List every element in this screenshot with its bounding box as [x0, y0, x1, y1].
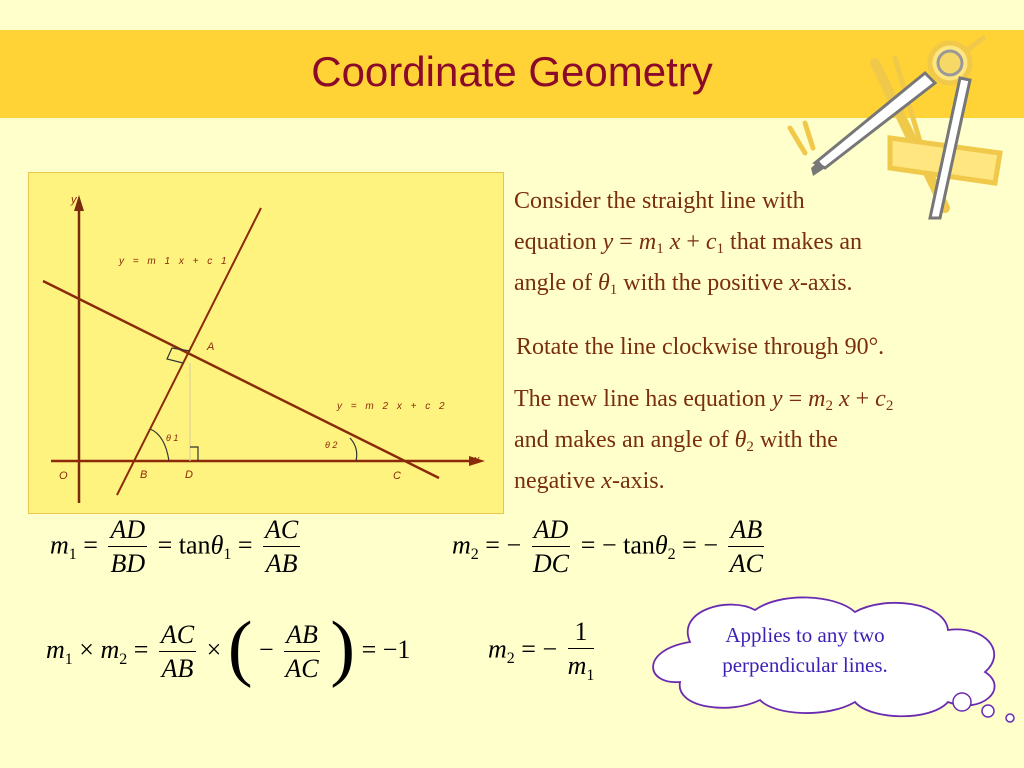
eq3-num-2: AB: [284, 619, 320, 652]
eq3-times-2: ×: [206, 634, 222, 664]
point-a-label: A: [207, 341, 215, 353]
eq2-den-2: AC: [729, 549, 763, 578]
eq1-theta: θ: [210, 530, 224, 560]
eq1-den-2: AB: [265, 549, 298, 578]
line2-equation: y = m 2 x + c 2: [337, 401, 448, 412]
p1-theta-sub: 1: [609, 282, 618, 298]
eq2-equals-3: = −: [682, 530, 718, 560]
eq2-m-sub: 2: [470, 546, 479, 564]
eq1-num-1: AD: [108, 514, 147, 547]
eq3-m2-sub: 2: [119, 650, 128, 668]
paragraph-1: [514, 181, 1014, 304]
eq1-theta-sub: 1: [223, 546, 232, 564]
eq2-theta-sub: 2: [667, 546, 676, 564]
eq3-fraction-2: [284, 619, 320, 686]
p1-theta: θ: [597, 270, 610, 296]
theta2-label: θ 2: [325, 440, 338, 450]
eq3-equals: =: [133, 634, 149, 664]
y-axis-label: y: [71, 194, 77, 206]
eq4-m-sub: 2: [506, 650, 515, 668]
eq4-den: [568, 649, 595, 687]
p3-intro: The new line has equation: [514, 386, 766, 412]
eq3-minus: −: [258, 634, 274, 664]
equation-m1: [50, 514, 304, 581]
equation-m2: [452, 514, 768, 581]
equation-product: [46, 607, 411, 689]
eq4-num: 1: [568, 616, 595, 649]
eq2-fraction-1: [532, 514, 571, 581]
p1-c-sub: 1: [716, 241, 725, 257]
point-b-label: B: [140, 469, 148, 481]
eq2-tan: = − tan: [580, 530, 655, 560]
page-title: Coordinate Geometry: [311, 48, 713, 95]
eq1-equals-1: =: [83, 530, 98, 560]
eq1-tan: tan: [178, 530, 211, 560]
eq2-equals-1: = −: [485, 530, 522, 560]
p1-angle-of: angle of: [514, 270, 592, 296]
point-c-label: C: [393, 470, 401, 482]
eq1-den-1: BD: [110, 549, 146, 578]
eq3-m2: m: [100, 634, 120, 664]
eq3-den-1: AB: [161, 653, 194, 683]
eq3-right-paren: ): [330, 607, 356, 689]
eq3-num-1: AC: [159, 619, 196, 652]
p3-axis-word: -axis.: [611, 468, 665, 494]
paragraph-2: Rotate the line clockwise through 90°.: [516, 334, 885, 360]
eq1-fraction-2: [263, 514, 300, 581]
equation-m2-reciprocal: [488, 616, 598, 687]
eq3-fraction-1: [159, 619, 196, 686]
eq4-fraction: [568, 616, 595, 687]
eq2-num-2: AB: [728, 514, 764, 547]
line-1: [117, 208, 261, 495]
theta2-arc: [350, 438, 357, 461]
eq3-times: ×: [79, 634, 94, 664]
eq1-m: m: [50, 530, 69, 560]
p1-m-sub: 1: [656, 241, 664, 257]
eq2-den-1: DC: [532, 549, 569, 578]
p3-theta: θ: [734, 427, 747, 453]
p1-line1: Consider the straight line with: [514, 188, 805, 214]
callout-text: [690, 620, 920, 680]
p3-angle-of: and makes an angle of: [514, 427, 729, 453]
p3-x-axis: x: [601, 468, 612, 494]
coordinate-diagram: [28, 172, 504, 514]
p1-y: y: [602, 229, 614, 255]
line1-equation: y = m 1 x + c 1: [119, 256, 230, 267]
p1-equation-label: equation: [514, 229, 597, 255]
eq2-theta: θ: [654, 530, 668, 560]
p1-axis-word: -axis.: [799, 270, 853, 296]
p1-x-axis: x: [789, 270, 800, 296]
eq3-den-2: AC: [285, 653, 319, 683]
paragraph-3: [514, 379, 1019, 502]
eq3-result: = −1: [361, 634, 411, 664]
p3-negative: negative: [514, 468, 596, 494]
p3-x: x: [838, 386, 850, 412]
callout-line-2: perpendicular lines.: [722, 653, 888, 677]
p1-positive: with the positive: [623, 270, 784, 296]
p1-tail: that makes an: [730, 229, 862, 255]
eq4-equals: = −: [521, 634, 558, 664]
p3-with-the: with the: [759, 427, 838, 453]
eq3-m1: m: [46, 634, 65, 664]
p1-m: m: [638, 229, 657, 255]
p3-c: c: [875, 386, 886, 412]
eq4-den-sub: 1: [586, 667, 595, 684]
eq1-m-sub: 1: [68, 546, 77, 564]
p1-x: x: [669, 229, 681, 255]
p3-plus: +: [855, 386, 870, 412]
p3-m-sub: 2: [825, 398, 833, 414]
eq1-num-2: AC: [263, 514, 300, 547]
eq4-den-m: m: [567, 651, 587, 680]
p3-theta-sub: 2: [746, 439, 754, 455]
point-d-label: D: [185, 469, 193, 481]
eq2-m: m: [452, 530, 471, 560]
p1-plus: +: [686, 229, 700, 255]
origin-label: O: [59, 470, 68, 482]
right-angle-d: [190, 447, 198, 461]
p3-m: m: [808, 386, 826, 412]
eq2-fraction-2: [728, 514, 764, 581]
eq4-m: m: [488, 634, 507, 664]
x-axis-label: x: [474, 454, 480, 466]
p3-equals: =: [788, 386, 803, 412]
theta1-label: θ 1: [166, 433, 179, 443]
p3-y: y: [771, 386, 783, 412]
eq1-equals-3: =: [237, 530, 253, 560]
eq2-num-1: AD: [532, 514, 571, 547]
p1-c: c: [705, 229, 717, 255]
eq1-fraction-1: [108, 514, 147, 581]
eq3-m1-sub: 1: [64, 650, 73, 668]
eq3-left-paren: (: [227, 607, 253, 689]
p1-equals: =: [619, 229, 633, 255]
line-2: [43, 281, 439, 478]
callout-line-1: Applies to any two: [725, 623, 885, 647]
eq1-equals-2: =: [157, 530, 173, 560]
p3-c-sub: 2: [885, 398, 894, 414]
